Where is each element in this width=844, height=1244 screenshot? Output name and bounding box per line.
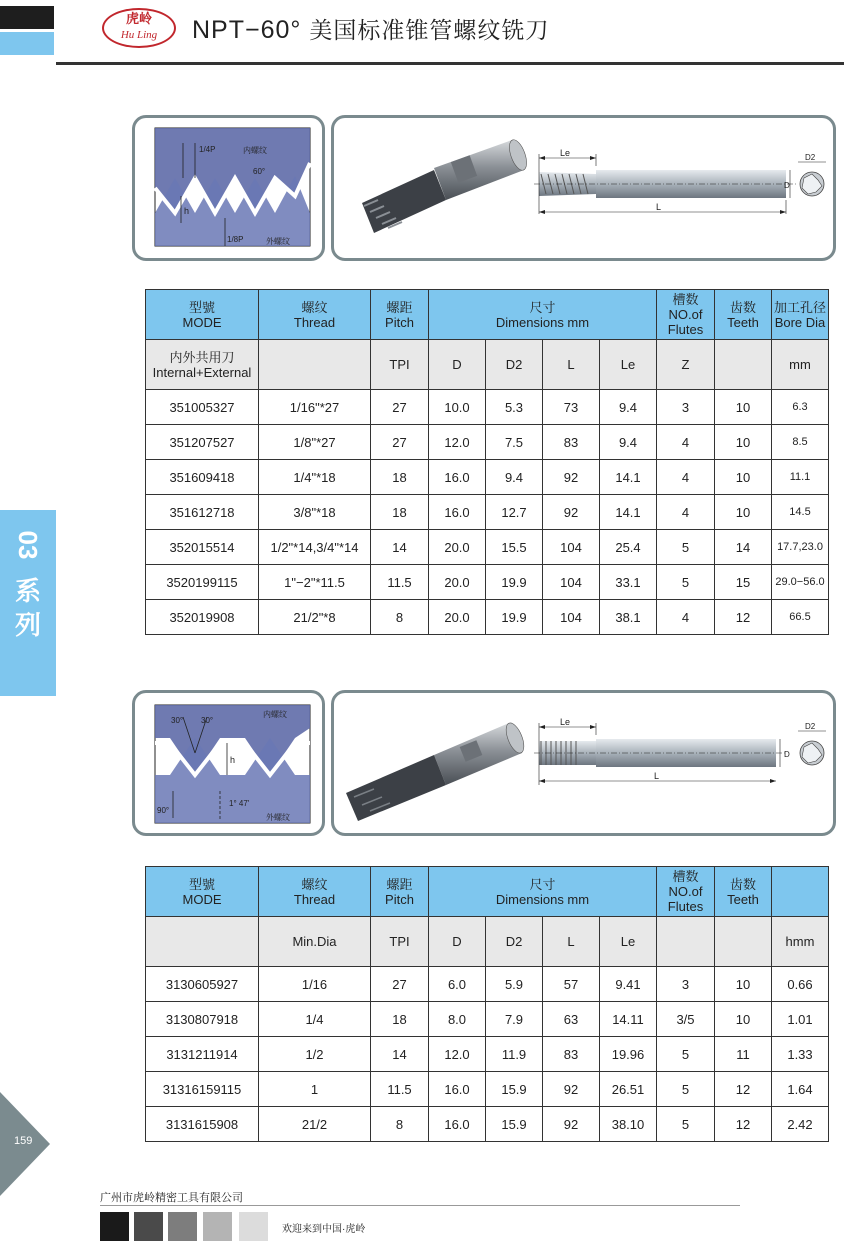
tool-drawing-1 [334, 118, 833, 258]
tool-end-view-1 [798, 153, 826, 196]
table-cell: 351609418 [146, 460, 259, 495]
table-cell: 10 [715, 460, 772, 495]
page-corner-triangle [0, 1092, 56, 1202]
table-cell: 92 [543, 1072, 600, 1107]
table-cell: 27 [371, 425, 429, 460]
table-row [146, 1037, 829, 1072]
tool-photo-1 [362, 138, 530, 233]
tool-drawing-box-1 [331, 115, 836, 261]
table-cell: 12.0 [429, 425, 486, 460]
sub2-min-dia: Min.Dia [259, 917, 371, 967]
table-cell: 15 [715, 565, 772, 600]
table-cell: 1/4"*18 [259, 460, 371, 495]
table-cell: 18 [371, 1002, 429, 1037]
th2-model: 型號 MODE [146, 867, 259, 917]
table-cell: 18 [371, 460, 429, 495]
table-cell: 20.0 [429, 565, 486, 600]
table2-body [146, 967, 829, 1142]
table-cell: 73 [543, 390, 600, 425]
table-row [146, 390, 829, 425]
table-cell: 27 [371, 390, 429, 425]
table-row [146, 425, 829, 460]
table-cell: 20.0 [429, 530, 486, 565]
label-h-2: h [230, 755, 236, 765]
table-cell: 14.1 [600, 460, 657, 495]
table-cell: 83 [543, 425, 600, 460]
table-cell: 10 [715, 495, 772, 530]
table-cell: 21/2 [259, 1107, 371, 1142]
tool-end-view-2 [798, 722, 826, 765]
label-external-thread: 外螺纹 [266, 237, 290, 246]
table-cell: 14 [371, 1037, 429, 1072]
thread-profile-box-1 [132, 115, 325, 261]
table-cell: 1.33 [772, 1037, 829, 1072]
spec-table-2 [145, 866, 829, 1142]
table-cell: 4 [657, 600, 715, 635]
th-flutes: 槽数 NO.of Flutes [657, 290, 715, 340]
footer-rule [100, 1205, 740, 1206]
logo-en: Hu Ling [120, 29, 158, 41]
table-cell: 14.11 [600, 1002, 657, 1037]
table-cell: 17.7,23.0 [772, 530, 829, 565]
tool-drawing-box-2 [331, 690, 836, 836]
sub-d: D [429, 340, 486, 390]
table-cell: 14 [715, 530, 772, 565]
table-cell: 9.4 [486, 460, 543, 495]
table-cell: 9.4 [600, 390, 657, 425]
table-cell: 14.1 [600, 495, 657, 530]
sub-d2: D2 [486, 340, 543, 390]
table-cell: 25.4 [600, 530, 657, 565]
label-internal-thread: 内螺纹 [243, 146, 267, 155]
spec-table-1 [145, 289, 829, 635]
table-cell: 2.42 [772, 1107, 829, 1142]
table-cell: 31316159115 [146, 1072, 259, 1107]
table-row [146, 1002, 829, 1037]
thread-profile-diagram-2 [135, 693, 322, 833]
table-cell: 8.0 [429, 1002, 486, 1037]
th-dimensions: 尺寸 Dimensions mm [429, 290, 657, 340]
table-row [146, 1107, 829, 1142]
table-cell: 12.7 [486, 495, 543, 530]
table-cell: 1"−2"*11.5 [259, 565, 371, 600]
table-cell: 4 [657, 460, 715, 495]
series-char-2: 列 [14, 610, 41, 640]
sub-teeth [715, 340, 772, 390]
table-cell: 16.0 [429, 1072, 486, 1107]
dim-d: D [784, 181, 790, 190]
footer-swatch [100, 1212, 129, 1241]
table-cell: 3/5 [657, 1002, 715, 1037]
company-name: 广州市虎岭精密工具有限公司 [100, 1192, 243, 1204]
label-30-left: 30° [171, 716, 184, 725]
table-cell: 66.5 [772, 600, 829, 635]
table-cell: 16.0 [429, 495, 486, 530]
sub-thread [259, 340, 371, 390]
table-cell: 18 [371, 495, 429, 530]
th2-teeth: 齿数 Teeth [715, 867, 772, 917]
th-pitch: 螺距 Pitch [371, 290, 429, 340]
table1-subheader-row [146, 340, 829, 390]
dim-d2: D2 [805, 153, 816, 162]
header-blue-bar [0, 32, 54, 55]
table-cell: 11 [715, 1037, 772, 1072]
table-row [146, 600, 829, 635]
table-cell: 12 [715, 1072, 772, 1107]
dim-le: Le [560, 148, 571, 158]
table-cell: 6.3 [772, 390, 829, 425]
table-cell: 7.9 [486, 1002, 543, 1037]
table-cell: 10.0 [429, 390, 486, 425]
table-cell: 1.01 [772, 1002, 829, 1037]
label-h: h [184, 206, 190, 216]
table-cell: 1/16 [259, 967, 371, 1002]
table-cell: 3 [657, 390, 715, 425]
sub2-d2: D2 [486, 917, 543, 967]
table-cell: 351612718 [146, 495, 259, 530]
header-black-bar [0, 6, 54, 29]
table-cell: 8 [371, 600, 429, 635]
table-row [146, 1072, 829, 1107]
table-cell: 8 [371, 1107, 429, 1142]
footer-swatch [239, 1212, 268, 1241]
table-cell: 5 [657, 565, 715, 600]
th-bore-dia: 加工孔径 Bore Dia [772, 290, 829, 340]
table-cell: 351207527 [146, 425, 259, 460]
dim-d2-2: D2 [805, 722, 816, 731]
header-rule [56, 62, 844, 65]
table-cell: 16.0 [429, 460, 486, 495]
table-cell: 12.0 [429, 1037, 486, 1072]
table2-subheader-row [146, 917, 829, 967]
th2-dimensions: 尺寸 Dimensions mm [429, 867, 657, 917]
footer-swatch [203, 1212, 232, 1241]
sub-z: Z [657, 340, 715, 390]
table-cell: 92 [543, 460, 600, 495]
series-number: 03 [13, 530, 43, 560]
table-cell: 10 [715, 1002, 772, 1037]
sub2-model [146, 917, 259, 967]
table-cell: 11.1 [772, 460, 829, 495]
sub-le: Le [600, 340, 657, 390]
table-cell: 1 [259, 1072, 371, 1107]
label-taper-angle: 1° 47' [229, 799, 250, 808]
table-cell: 21/2"*8 [259, 600, 371, 635]
series-char-1: 系 [14, 576, 41, 606]
table-cell: 3520199115 [146, 565, 259, 600]
table-cell: 19.96 [600, 1037, 657, 1072]
dim-le-2: Le [560, 717, 571, 727]
table-row [146, 460, 829, 495]
table-cell: 83 [543, 1037, 600, 1072]
table-cell: 14 [371, 530, 429, 565]
table-cell: 12 [715, 1107, 772, 1142]
table-row [146, 530, 829, 565]
th-teeth: 齿数 Teeth [715, 290, 772, 340]
table-cell: 5 [657, 1107, 715, 1142]
th2-blank [772, 867, 829, 917]
table-cell: 1/8"*27 [259, 425, 371, 460]
table-cell: 104 [543, 565, 600, 600]
table1-body [146, 390, 829, 635]
sub2-flutes [657, 917, 715, 967]
table-cell: 14.5 [772, 495, 829, 530]
table-cell: 11.5 [371, 565, 429, 600]
label-external-thread-2: 外螺纹 [266, 813, 290, 822]
table-cell: 9.4 [600, 425, 657, 460]
sub2-l: L [543, 917, 600, 967]
table-cell: 92 [543, 1107, 600, 1142]
th2-pitch: 螺距 Pitch [371, 867, 429, 917]
label-quarter-p: 1/4P [199, 145, 216, 154]
page-title [192, 12, 549, 45]
label-90: 90° [157, 806, 170, 815]
tool-side-view-1 [534, 148, 796, 214]
label-angle-60: 60° [253, 167, 266, 176]
th2-thread: 螺纹 Thread [259, 867, 371, 917]
table-cell: 10 [715, 390, 772, 425]
thread-profile-diagram-1 [135, 118, 322, 258]
table-cell: 3131211914 [146, 1037, 259, 1072]
table-cell: 4 [657, 425, 715, 460]
label-30-right: 30° [201, 716, 214, 725]
table-cell: 38.10 [600, 1107, 657, 1142]
sub-l: L [543, 340, 600, 390]
table-cell: 11.5 [371, 1072, 429, 1107]
sub2-le: Le [600, 917, 657, 967]
th-model: 型號 MODE [146, 290, 259, 340]
series-side-label [8, 528, 48, 642]
logo-cn: 虎岭 [125, 12, 152, 27]
table-row [146, 495, 829, 530]
sub2-teeth [715, 917, 772, 967]
table-cell: 26.51 [600, 1072, 657, 1107]
table-cell: 63 [543, 1002, 600, 1037]
table-cell: 57 [543, 967, 600, 1002]
table1-header-row [146, 290, 829, 340]
table-cell: 5.3 [486, 390, 543, 425]
dim-l: L [656, 202, 662, 212]
table-cell: 1/2"*14,3/4"*14 [259, 530, 371, 565]
table-cell: 4 [657, 495, 715, 530]
dim-l-2: L [654, 771, 660, 781]
company-logo [102, 8, 176, 48]
sub-internal-external: 内外共用刀 Internal+External [146, 340, 259, 390]
table2-header-row [146, 867, 829, 917]
table-cell: 3131615908 [146, 1107, 259, 1142]
table-cell: 352015514 [146, 530, 259, 565]
label-internal-thread-2: 内螺纹 [263, 710, 287, 719]
table-cell: 7.5 [486, 425, 543, 460]
table-cell: 3/8"*18 [259, 495, 371, 530]
table-cell: 3 [657, 967, 715, 1002]
table-cell: 19.9 [486, 565, 543, 600]
table-cell: 19.9 [486, 600, 543, 635]
table-cell: 104 [543, 600, 600, 635]
table-cell: 3130807918 [146, 1002, 259, 1037]
table-cell: 1/2 [259, 1037, 371, 1072]
table-cell: 8.5 [772, 425, 829, 460]
table-cell: 1/16"*27 [259, 390, 371, 425]
table-cell: 27 [371, 967, 429, 1002]
table-cell: 6.0 [429, 967, 486, 1002]
table-cell: 5 [657, 1072, 715, 1107]
table-row [146, 565, 829, 600]
table-cell: 12 [715, 600, 772, 635]
title-cn: 美国标准锥管螺纹铣刀 [309, 18, 550, 44]
table-cell: 3130605927 [146, 967, 259, 1002]
footer-swatch [168, 1212, 197, 1241]
tool-photo-2 [346, 721, 527, 821]
table-cell: 20.0 [429, 600, 486, 635]
table-cell: 15.9 [486, 1107, 543, 1142]
table-cell: 104 [543, 530, 600, 565]
table-cell: 5 [657, 1037, 715, 1072]
table-cell: 9.41 [600, 967, 657, 1002]
sub2-tpi: TPI [371, 917, 429, 967]
th2-flutes: 槽数 NO.of Flutes [657, 867, 715, 917]
table-cell: 16.0 [429, 1107, 486, 1142]
sub2-d: D [429, 917, 486, 967]
label-eighth-p: 1/8P [227, 235, 244, 244]
tool-side-view-2 [534, 717, 790, 785]
table-cell: 5 [657, 530, 715, 565]
table-row [146, 967, 829, 1002]
table-cell: 10 [715, 425, 772, 460]
table-cell: 29.0−56.0 [772, 565, 829, 600]
footer-swatch [134, 1212, 163, 1241]
dim-d-2: D [784, 750, 790, 759]
table-cell: 1/4 [259, 1002, 371, 1037]
table-cell: 1.64 [772, 1072, 829, 1107]
sub2-hmm: hmm [772, 917, 829, 967]
table-cell: 352019908 [146, 600, 259, 635]
table-cell: 33.1 [600, 565, 657, 600]
table-cell: 5.9 [486, 967, 543, 1002]
sub-mm: mm [772, 340, 829, 390]
welcome-text: 欢迎来到中国·虎岭 [282, 1224, 366, 1235]
table-cell: 92 [543, 495, 600, 530]
table-cell: 15.5 [486, 530, 543, 565]
table-cell: 351005327 [146, 390, 259, 425]
sub-tpi: TPI [371, 340, 429, 390]
thread-profile-box-2 [132, 690, 325, 836]
table-cell: 10 [715, 967, 772, 1002]
table-cell: 0.66 [772, 967, 829, 1002]
title-code: NPT−60° [192, 16, 302, 44]
table-cell: 38.1 [600, 600, 657, 635]
th-thread: 螺纹 Thread [259, 290, 371, 340]
tool-drawing-2 [334, 693, 833, 833]
table-cell: 11.9 [486, 1037, 543, 1072]
page-number: 159 [14, 1135, 33, 1147]
table-cell: 15.9 [486, 1072, 543, 1107]
